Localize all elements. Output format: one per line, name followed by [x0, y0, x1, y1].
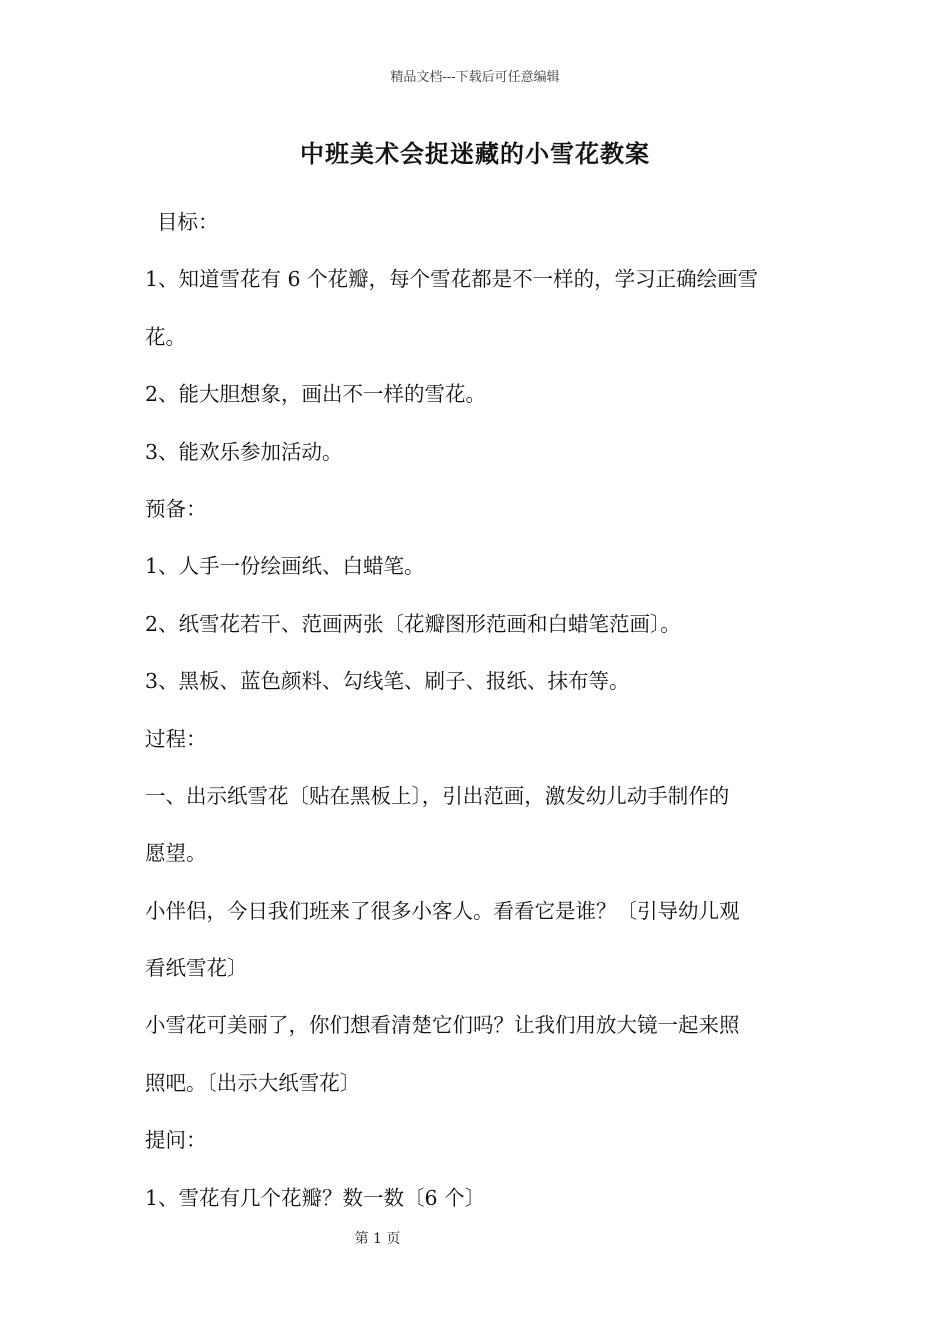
body-line: 3、黑板、蓝色颜料、勾线笔、刷子、报纸、抹布等。	[145, 669, 630, 694]
document-title: 中班美术会捉迷藏的小雪花教案	[300, 139, 650, 168]
body-line: 2、能大胆想象，画出不一样的雪花。	[145, 382, 487, 407]
body-line: 3、能欢乐参加活动。	[145, 439, 343, 464]
document-body	[145, 209, 810, 1242]
body-line: 1、人手一份绘画纸、白蜡笔。	[145, 554, 425, 579]
body-line: 照吧。〔出示大纸雪花〕	[145, 1070, 361, 1095]
body-line: 1、知道雪花有 6 个花瓣，每个雪花都是不一样的，学习正确绘画雪	[145, 267, 759, 292]
section-heading-goals: 目标：	[157, 210, 219, 234]
body-line: 看纸雪花〕	[145, 956, 248, 981]
section-heading-preparation: 预备：	[145, 496, 207, 521]
body-line: 一、出示纸雪花〔贴在黑板上〕，引出范画，激发幼儿动手制作的	[145, 783, 730, 808]
section-heading-process: 过程：	[145, 726, 207, 751]
section-heading-questions: 提问：	[145, 1128, 207, 1153]
page-number: 第 1 页	[354, 1231, 401, 1247]
body-line: 花。	[145, 324, 186, 349]
body-line: 愿望。	[145, 841, 207, 866]
body-line: 1、雪花有几个花瓣？数一数〔6 个〕	[145, 1185, 486, 1210]
body-line: 2、纸雪花若干、范画两张〔花瓣图形范画和白蜡笔范画〕。	[145, 611, 681, 636]
body-line: 小雪花可美丽了，你们想看清楚它们吗？让我们用放大镜一起来照	[145, 1013, 740, 1038]
header-note: 精品文档---下载后可任意编辑	[390, 70, 560, 85]
body-line: 小伴侣，今日我们班来了很多小客人。看看它是谁？〔引导幼儿观	[145, 898, 740, 923]
